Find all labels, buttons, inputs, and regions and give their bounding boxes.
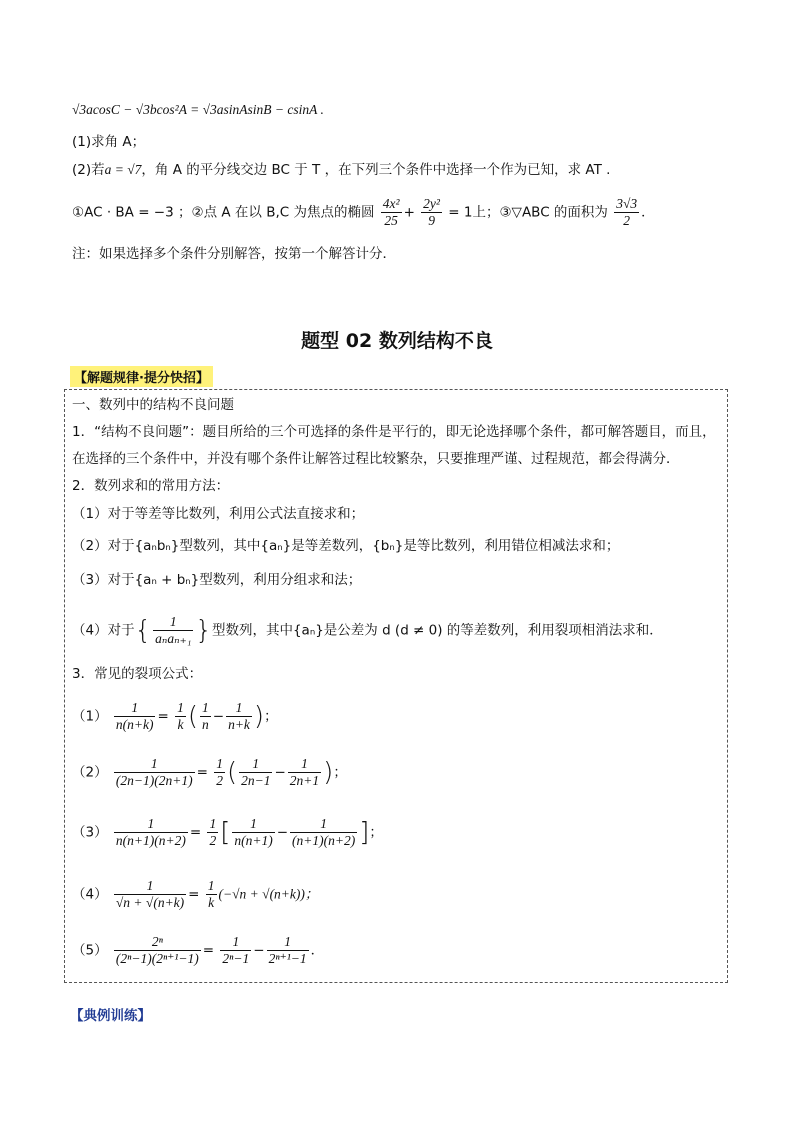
- part2-a: a = √7: [104, 162, 142, 177]
- m4-frac: $\frac{1}{\text{aₙaₙ₊₁}}$: [155, 614, 192, 646]
- section-title: 题型 02 数列结构不良: [301, 330, 493, 352]
- examples-tag: 【典例训练】: [70, 1008, 151, 1024]
- problem-equation: √3acosC − √3bcos²A = √3asinAsinB − csinA .: [72, 102, 324, 117]
- tips-tag: 【解题规律·提分快招】: [70, 366, 213, 387]
- box-heading: 一、数列中的结构不良问题: [72, 397, 234, 413]
- problem-note: 注：如果选择多个条件分别解答，按第一个解答计分．: [72, 246, 396, 262]
- ellipse-frac-y: $\frac{\text{2y²}}{9}$: [423, 196, 440, 228]
- formula-3: （3） $\frac{1}{n(n+1)(n+2)}$ = $\frac{1}{2}$ [ $\frac{1}{n(n+1)}$ − $\frac{1}{(n+1)(n+2)}$ ]；: [72, 816, 383, 848]
- part2-prefix: (2)若: [72, 162, 105, 178]
- part2-text: ，角 A 的平分线交边 BC 于 T ，在下列三个条件中选择一个作为已知，求 AT .: [141, 162, 611, 178]
- method-2: （2）对于{aₙbₙ}型数列，其中{aₙ}是等差数列，{bₙ}是等比数列，利用错位相减法求和；: [72, 538, 620, 554]
- box-p2: 2．数列求和的常用方法：: [72, 478, 230, 494]
- method-3: （3）对于{aₙ + bₙ}型数列，利用分组求和法；: [72, 572, 362, 588]
- ellipse-frac-x: $\frac{\text{4x²}}{25}$: [382, 196, 400, 228]
- formula-5: （5） $\frac{\text{2ⁿ}}{\text{(2ⁿ−1)(2ⁿ⁺¹−1)}}$ = $\frac{1}{\text{2ⁿ−1}}$ − $\frac{1}{\text{2ⁿ⁺¹−1}}$ ．: [72, 934, 325, 966]
- problem-part2: [72, 160, 610, 180]
- formula-1: （1） $\frac{1}{n(n+k)}$ = $\frac{1}{k}$ ( $\frac{1}{n}$ − $\frac{1}{n+k}$ )；: [72, 700, 278, 732]
- area-frac: $\frac{3√3}{2}$: [616, 196, 638, 228]
- formula-4: （4） $\frac{1}{√n + √(n+k)}$ = $\frac{1}{k}$ (−√n + √(n+k))；: [72, 878, 319, 910]
- formula-2: （2） $\frac{1}{(2n-1)(2n+1)}$ = $\frac{1}{2}$ ( $\frac{1}{2n-1}$ − $\frac{1}{2n+1}$ )；: [72, 756, 347, 788]
- method-1: （1）对于等差等比数列，利用公式法直接求和；: [72, 506, 365, 522]
- method-4: （4）对于{ $\frac{1}{\text{aₙaₙ₊₁}}$ }型数列，其中{aₙ}是公差为 d (d ≠ 0) 的等差数列，利用裂项相消法求和．: [72, 614, 663, 646]
- box-p3: 3．常见的裂项公式：: [72, 666, 203, 682]
- box-p1a: 1．“结构不良问题”：题目所给的三个可选择的条件是平行的，即无论选择哪个条件，都可解答题目，而且，: [72, 424, 716, 440]
- box-p1b: 在选择的三个条件中，并没有哪个条件让解答过程比较繁杂，只要推理严谨、过程规范，都会得满分．: [72, 451, 680, 467]
- problem-conditions: ①AC · BA = −3 ；②点 A 在以 B,C 为焦点的椭圆 $\frac{\text{4x²}}{25}$ + $\frac{\text{2y²}}{9}$ = 1上；③▽ABC 的面积为 $\frac{3√3}{2}$ ．: [72, 196, 655, 228]
- cond-mid: = 1上；③▽ABC 的面积为: [448, 204, 608, 221]
- problem-part1: (1)求角 A；: [72, 134, 146, 150]
- cond1: ①AC · BA = −3 ；②点 A 在以 B,C 为焦点的椭圆: [72, 204, 375, 221]
